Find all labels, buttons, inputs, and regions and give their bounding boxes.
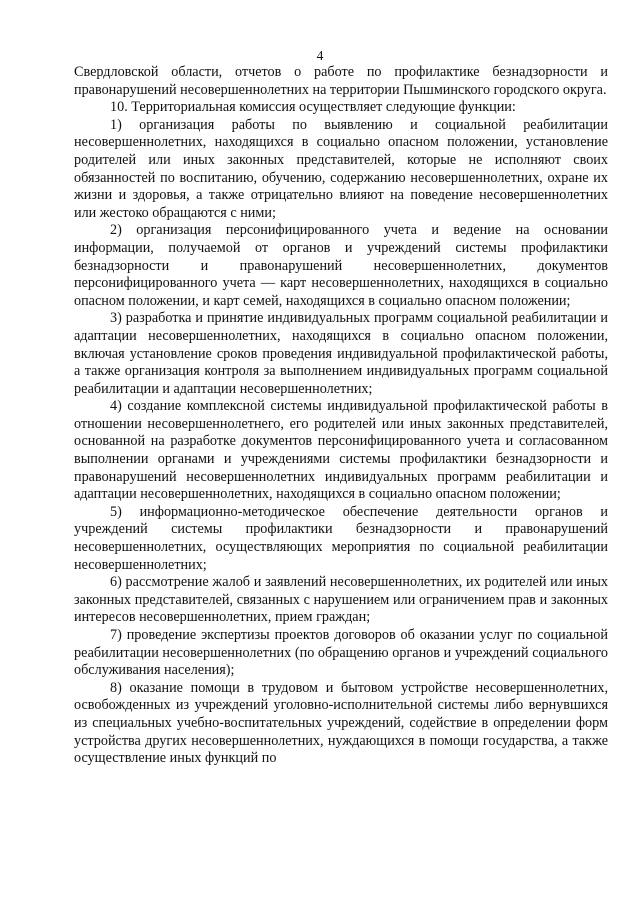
page-number: 4 xyxy=(316,48,324,63)
paragraph-function-7: 7) проведение экспертизы проектов договоров об оказании услуг по социальной реабилитации несовершеннолетних (по обращению органов и учреждений социального обслуживания населения); xyxy=(74,627,608,679)
paragraph-function-6: 6) рассмотрение жалоб и заявлений несовершеннолетних, их родителей или иных законных представителей, связанных с нарушением или ограничением прав и законных интересов несовершеннолетних, прием граждан; xyxy=(74,574,608,626)
paragraph-function-1: 1) организация работы по выявлению и социальной реабилитации несовершеннолетних, находящихся в социально опасном положении, установление родителей или иных законных представителей, которые не исполняют своих обязанностей по воспитанию, обучению, содержанию несовершеннолетних, охране их жизни и здоровья, а также отрицательно влияют на поведение несовершеннолетних или жестоко обращаются с ними; xyxy=(74,116,608,221)
paragraph-function-2: 2) организация персонифицированного учета и ведение на основании информации, получаемой от органов и учреждений системы профилактики безнадзорности и правонарушений несовершеннолетних, документов персонифицированного учета — карт несовершеннолетних, находящихся в социально опасном положении, и карт семей, находящихся в социально опасном положении; xyxy=(74,222,608,309)
paragraph-function-8: 8) оказание помощи в трудовом и бытовом устройстве несовершеннолетних, освобожденных из учреждений уголовно-исполнительной системы либо вернувшихся из специальных учебно-воспитательных учреждений, содействие в определении форм устройства других несовершеннолетних, нуждающихся в помощи государства, а также осуществление иных функций по xyxy=(74,679,608,767)
paragraph-function-3: 3) разработка и принятие индивидуальных программ социальной реабилитации и адаптации несовершеннолетних, находящихся в социально опасном положении, включая установление сроков проведения индивидуальной профилактической работы, а также организация контроля за выполнением индивидуальных программ социальной реабилитации и адаптации несовершеннолетних; xyxy=(74,310,608,397)
paragraph-function-5: 5) информационно-методическое обеспечение деятельности органов и учреждений системы профилактики безнадзорности и правонарушений несовершеннолетних, осуществляющих мероприятия по социальной реабилитации несовершеннолетних; xyxy=(74,503,608,573)
paragraph-section-10-heading: 10. Территориальная комиссия осуществляет следующие функции: xyxy=(110,99,516,116)
paragraph-continuation: Свердловской области, отчетов о работе по профилактике безнадзорности и правонарушений несовершеннолетних на территории Пышминского городского округа. xyxy=(74,64,608,98)
paragraph-function-4: 4) создание комплексной системы индивидуальной профилактической работы в отношении несовершеннолетнего, его родителей или иных законных представителей, основанной на разработке документов персонифицированного учета и согласованном выполнении органами и учреждениями системы профилактики безнадзорности и правонарушений несовершеннолетних индивидуальных программ реабилитации и адаптации несовершеннолетних, находящихся в социально опасном положении; xyxy=(74,398,608,503)
document-body xyxy=(74,64,608,768)
